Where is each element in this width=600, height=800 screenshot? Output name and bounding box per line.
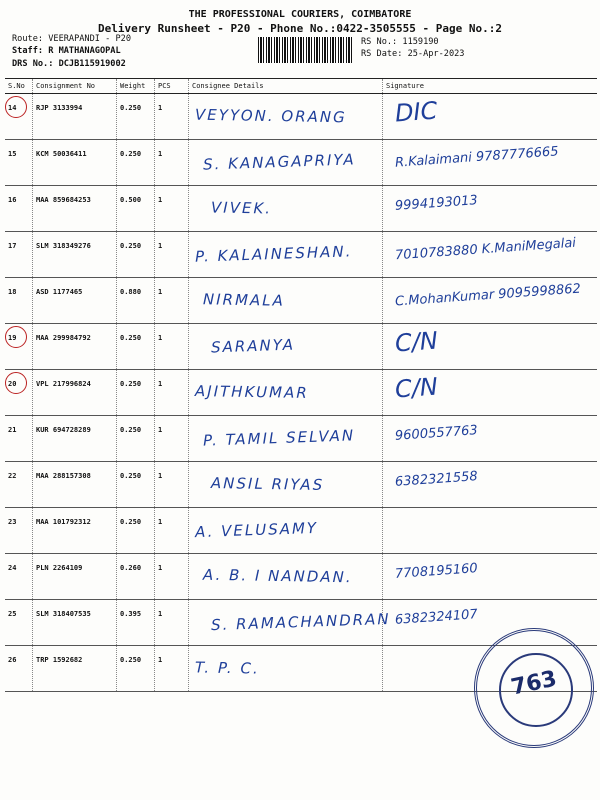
cell-sno: 16 (5, 186, 33, 232)
col-weight: Weight (117, 79, 155, 94)
cell-pcs: 1 (155, 554, 189, 600)
staff-label: Staff: R MATHANAGOPAL (12, 46, 121, 56)
handwritten-consignee-name: T. P. C. (194, 658, 260, 678)
cell-sno: 18 (5, 278, 33, 324)
handwritten-signature: 7708195160 (394, 561, 479, 582)
cell-consignment: MAA 101792312 (33, 508, 117, 554)
handwritten-signature: DIC (394, 96, 439, 128)
cell-consignment: TRP 1592682 (33, 646, 117, 692)
company-name: THE PROFESSIONAL COURIERS, COIMBATORE (188, 9, 412, 20)
cell-sno: 17 (5, 232, 33, 278)
cell-sno: 22 (5, 462, 33, 508)
cell-sno: 25 (5, 600, 33, 646)
cell-weight: 0.250 (117, 324, 155, 370)
cell-consignment: MAA 299984792 (33, 324, 117, 370)
cell-weight: 0.250 (117, 140, 155, 186)
cell-consignment: KCM 50036411 (33, 140, 117, 186)
cell-pcs: 1 (155, 370, 189, 416)
cell-consignment: ASD 1177465 (33, 278, 117, 324)
cell-weight: 0.250 (117, 370, 155, 416)
cell-pcs: 1 (155, 646, 189, 692)
cell-sno: 21 (5, 416, 33, 462)
cell-pcs: 1 (155, 94, 189, 140)
cell-pcs: 1 (155, 462, 189, 508)
handwritten-signature: R.Kalaimani 9787776665 (394, 144, 560, 171)
handwritten-consignee-name: VEYYON. ORANG (194, 105, 347, 127)
handwritten-consignee-name: AJITHKUMAR (194, 382, 309, 402)
cell-weight: 0.250 (117, 646, 155, 692)
runsheet-title: Delivery Runsheet - P20 - Phone No.:0422-3505555 - Page No.:2 (98, 22, 502, 35)
route-label: Route: VEERAPANDI - P20 (12, 34, 131, 44)
rs-number: RS No.: 1159190 (361, 37, 439, 47)
cell-consignment: SLM 318349276 (33, 232, 117, 278)
cell-weight: 0.395 (117, 600, 155, 646)
handwritten-signature: 6382321558 (394, 469, 479, 490)
cell-pcs: 1 (155, 186, 189, 232)
cell-signature (383, 508, 598, 554)
handwritten-signature: 9994193013 (394, 193, 479, 214)
cell-weight: 0.500 (117, 186, 155, 232)
table-row (5, 324, 597, 370)
col-pcs: PCS (155, 79, 189, 94)
cell-consignment: RJP 3133994 (33, 94, 117, 140)
red-circle-mark (5, 96, 27, 118)
cell-pcs: 1 (155, 416, 189, 462)
cell-sno: 24 (5, 554, 33, 600)
table-row (5, 186, 597, 232)
cell-weight: 0.880 (117, 278, 155, 324)
cell-consignment: MAA 288157308 (33, 462, 117, 508)
cell-sno: 14 (5, 94, 33, 140)
cell-weight: 0.250 (117, 94, 155, 140)
handwritten-consignee-name: ANSIL RIYAS (210, 474, 325, 494)
cell-weight: 0.250 (117, 416, 155, 462)
drs-number: DRS No.: DCJB115919002 (12, 59, 126, 69)
handwritten-signature: C/N (394, 372, 439, 404)
handwritten-consignee-name: NIRMALA (202, 290, 286, 310)
handwritten-consignee-name: A. VELUSAMY (194, 518, 319, 542)
handwritten-consignee-name: S. RAMACHANDRAN (210, 609, 391, 635)
cell-pcs: 1 (155, 324, 189, 370)
cell-pcs: 1 (155, 508, 189, 554)
cell-sno: 19 (5, 324, 33, 370)
handwritten-signature: C/N (394, 326, 439, 358)
cell-consignment: SLM 318407535 (33, 600, 117, 646)
cell-consignment: VPL 217996824 (33, 370, 117, 416)
stamp-number: 763 (508, 666, 560, 701)
cell-pcs: 1 (155, 140, 189, 186)
cell-weight: 0.260 (117, 554, 155, 600)
cell-weight: 0.250 (117, 462, 155, 508)
rs-date: RS Date: 25-Apr-2023 (361, 49, 465, 59)
cell-consignment: PLN 2264109 (33, 554, 117, 600)
handwritten-consignee-name: VIVEK. (210, 198, 273, 218)
handwritten-consignee-name: S. KANAGAPRIYA (202, 150, 356, 174)
cell-consignment: KUR 694728289 (33, 416, 117, 462)
cell-pcs: 1 (155, 600, 189, 646)
cell-sno: 15 (5, 140, 33, 186)
cell-weight: 0.250 (117, 232, 155, 278)
handwritten-signature: 6382324107 (394, 607, 479, 628)
red-circle-mark (5, 372, 27, 394)
handwritten-signature: C.MohanKumar 9095998862 (394, 281, 582, 310)
col-consignee: Consignee Details (189, 79, 383, 94)
barcode (258, 37, 352, 63)
col-signature: Signature (383, 79, 598, 94)
college-seal-stamp (474, 628, 594, 748)
handwritten-consignee-name: SARANYA (210, 335, 296, 357)
cell-weight: 0.250 (117, 508, 155, 554)
handwritten-signature: 9600557763 (394, 423, 479, 444)
cell-pcs: 1 (155, 232, 189, 278)
red-circle-mark (5, 326, 27, 348)
col-consignment: Consignment No (33, 79, 117, 94)
table-header-row (5, 79, 597, 94)
cell-consignment: MAA 859684253 (33, 186, 117, 232)
cell-sno: 23 (5, 508, 33, 554)
handwritten-signature: 7010783880 K.ManiMegalai (394, 235, 577, 264)
cell-pcs: 1 (155, 278, 189, 324)
cell-sno: 20 (5, 370, 33, 416)
handwritten-consignee-name: P. KALAINESHAN. (194, 242, 353, 266)
handwritten-consignee-name: P. TAMIL SELVAN (202, 426, 356, 450)
handwritten-consignee-name: A. B. I NANDAN. (202, 565, 353, 587)
col-sno: S.No (5, 79, 33, 94)
cell-sno: 26 (5, 646, 33, 692)
